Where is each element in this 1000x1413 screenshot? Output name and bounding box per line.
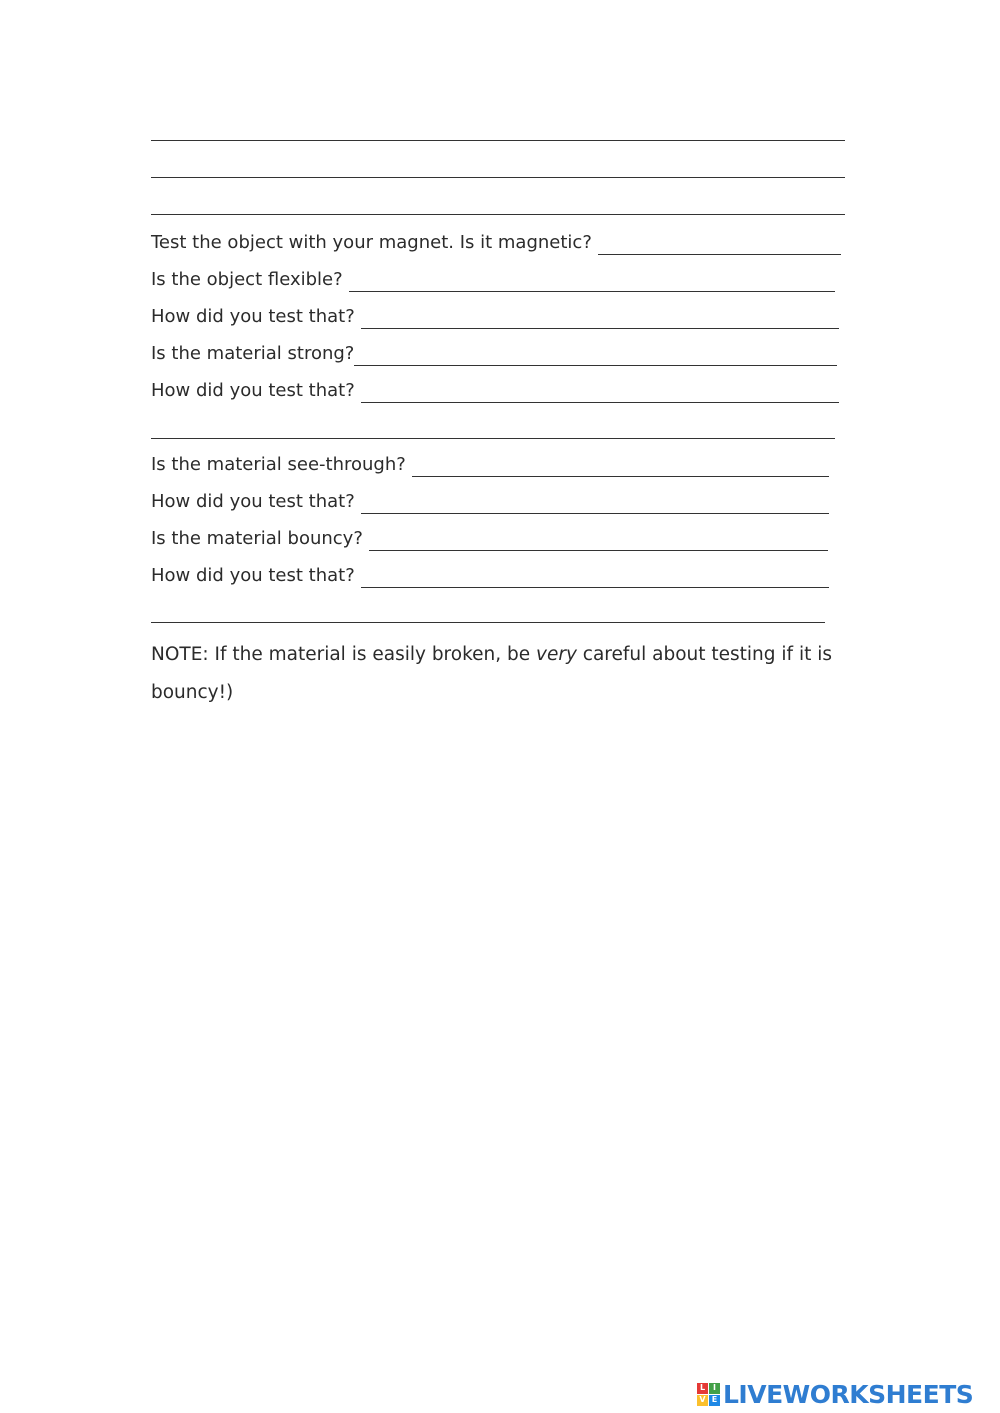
question-label: Is the material strong? <box>151 343 355 364</box>
answer-blank-strong-test[interactable] <box>361 382 839 403</box>
question-label: How did you test that? <box>151 565 355 586</box>
question-label: Is the material see-through? <box>151 454 406 475</box>
note-text-end: careful about testing if it is bouncy!) <box>151 644 832 703</box>
question-magnetic <box>151 229 841 255</box>
question-label: How did you test that? <box>151 306 355 327</box>
question-strong <box>151 340 837 366</box>
question-label: Test the object with your magnet. Is it magnetic? <box>151 232 592 253</box>
logo-mark-icon <box>697 1383 720 1406</box>
answer-line[interactable] <box>151 622 825 623</box>
answer-blank-flexible[interactable] <box>349 271 835 292</box>
logo-mark-v: V <box>697 1395 708 1406</box>
answer-blank-see-through-test[interactable] <box>361 493 829 514</box>
question-label: How did you test that? <box>151 491 355 512</box>
answer-blank-see-through[interactable] <box>412 456 829 477</box>
answer-blank-magnetic[interactable] <box>598 234 841 255</box>
answer-blank-strong[interactable] <box>354 345 837 366</box>
logo-mark-l: L <box>697 1383 708 1394</box>
note-text: NOTE: If the material is easily broken, be <box>151 644 537 665</box>
question-see-through-test <box>151 488 829 514</box>
logo-text: LIVEWORKSHEETS <box>723 1379 974 1409</box>
answer-blank-flexible-test[interactable] <box>361 308 839 329</box>
question-label: How did you test that? <box>151 380 355 401</box>
liveworksheets-logo[interactable] <box>697 1378 973 1410</box>
question-label: Is the material bouncy? <box>151 528 363 549</box>
answer-line[interactable] <box>151 438 835 439</box>
answer-blank-bouncy-test[interactable] <box>361 567 829 588</box>
question-strong-test <box>151 377 839 403</box>
question-bouncy <box>151 525 828 551</box>
safety-note <box>151 636 851 712</box>
question-flexible <box>151 266 835 292</box>
logo-mark-e: E <box>709 1395 720 1406</box>
answer-line[interactable] <box>151 214 845 215</box>
question-see-through <box>151 451 829 477</box>
question-label: Is the object flexible? <box>151 269 343 290</box>
note-emphasis: very <box>536 644 577 665</box>
answer-line[interactable] <box>151 140 845 141</box>
question-bouncy-test <box>151 562 829 588</box>
answer-blank-bouncy[interactable] <box>369 530 828 551</box>
logo-mark-i: I <box>709 1383 720 1394</box>
question-flexible-test <box>151 303 839 329</box>
answer-line[interactable] <box>151 177 845 178</box>
